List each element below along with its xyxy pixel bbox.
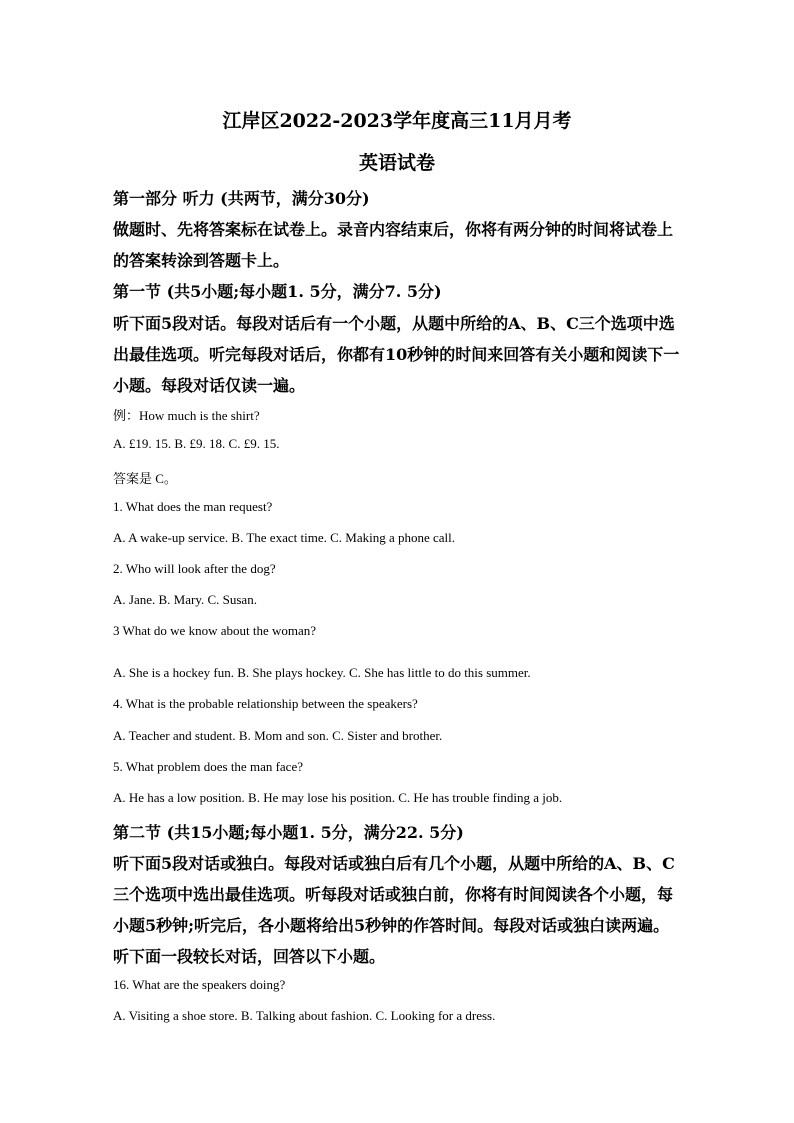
- question-options: A. Visiting a shoe store. B. Talking about fashion. C. Looking for a dress.: [113, 1008, 496, 1023]
- section1-instruction-line: 小题。每段对话仅读一遍。: [113, 376, 306, 395]
- question-options: A. She is a hockey fun. B. She plays hockey. C. She has little to do this summer.: [113, 665, 531, 680]
- section2-instruction-line: 小题5秒钟;听完后，各小题将给出5秒钟的作答时间。每段对话或独白读两遍。: [113, 916, 670, 935]
- question-text: 16. What are the speakers doing?: [113, 977, 286, 992]
- question-text: 1. What does the man request?: [113, 499, 273, 514]
- question-text: 3 What do we know about the woman?: [113, 623, 317, 638]
- section2-instruction-line: 听下面5段对话或独白。每段对话或独白后有几个小题，从题中所给的A、B、C: [113, 854, 675, 873]
- section2-heading: 第二节 (共15小题;每小题1. 5分，满分22. 5分): [113, 823, 464, 842]
- exam-subtitle: 英语试卷: [358, 152, 435, 174]
- question-options: A. He has a low position. B. He may lose his position. C. He has trouble finding a job.: [113, 790, 563, 805]
- example-question: 例：How much is the shirt?: [113, 408, 260, 423]
- question-options: A. A wake-up service. B. The exact time. C. Making a phone call.: [113, 530, 455, 545]
- section1-heading: 第一节 (共5小题;每小题1. 5分，满分7. 5分): [113, 282, 442, 301]
- question-options: A. Teacher and student. B. Mom and son. C. Sister and brother.: [113, 728, 443, 743]
- part1-instruction-line: 做题时、先将答案标在试卷上。录音内容结束后，你将有两分钟的时间将试卷上: [113, 220, 674, 239]
- example-answer: 答案是 C。: [113, 471, 177, 486]
- question-text: 5. What problem does the man face?: [113, 759, 303, 774]
- exam-title: 江岸区2022-2023学年度高三11月月考: [222, 110, 572, 132]
- question-text: 2. Who will look after the dog?: [113, 561, 276, 576]
- section1-instruction-line: 听下面5段对话。每段对话后有一个小题，从题中所给的A、B、C三个选项中选: [113, 314, 675, 333]
- part1-heading: 第一部分 听力 (共两节，满分30分): [113, 189, 370, 208]
- example-options: A. £19. 15. B. £9. 18. C. £9. 15.: [113, 436, 280, 451]
- section2-instruction-line: 三个选项中选出最佳选项。听每段对话或独白前，你将有时间阅读各个小题，每: [113, 885, 674, 904]
- question-text: 4. What is the probable relationship between the speakers?: [113, 696, 418, 711]
- question-options: A. Jane. B. Mary. C. Susan.: [113, 592, 257, 607]
- part1-instruction-line: 的答案转涂到答题卡上。: [113, 251, 290, 270]
- section2-sub-instruction: 听下面一段较长对话，回答以下小题。: [113, 947, 386, 966]
- section1-instruction-line: 出最佳选项。听完每段对话后，你都有10秒钟的时间来回答有关小题和阅读下一: [113, 345, 680, 364]
